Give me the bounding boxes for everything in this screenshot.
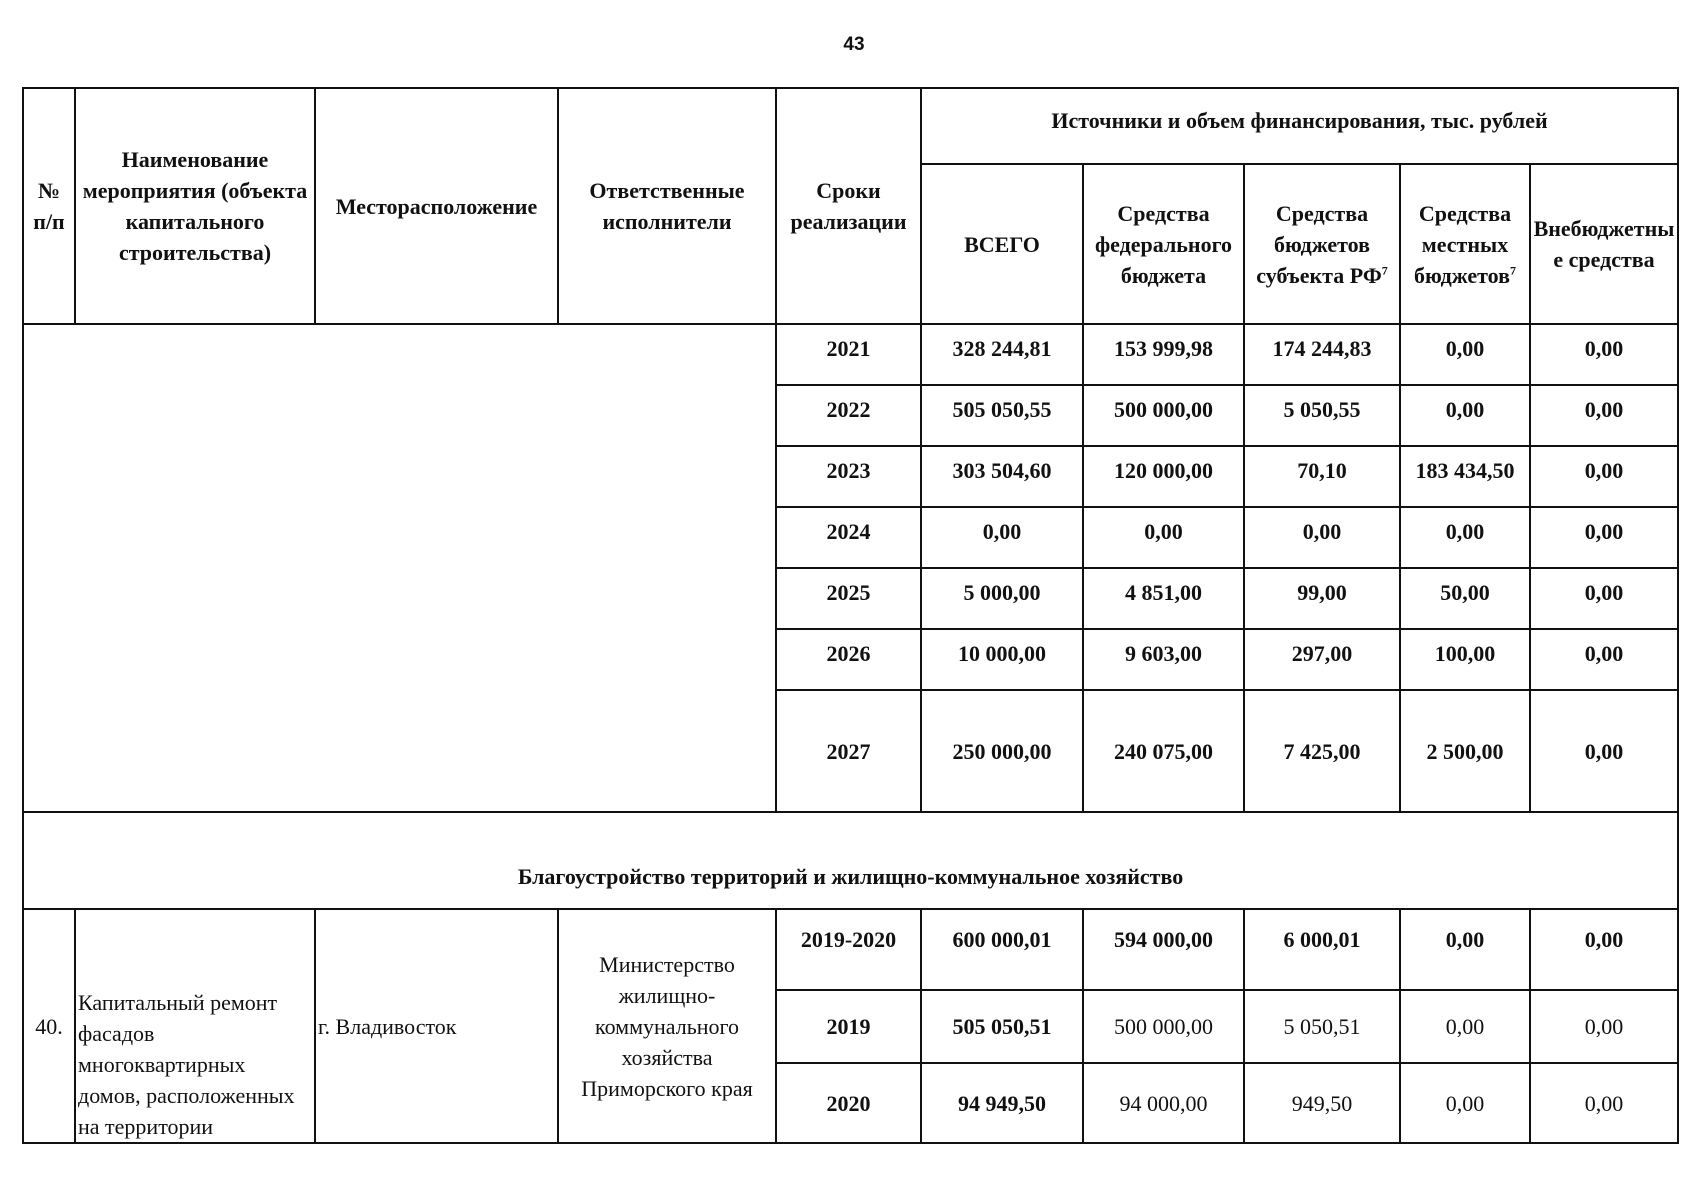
cell-regional: 174 244,83 (1244, 324, 1400, 385)
cell-extra: 0,00 (1530, 1063, 1678, 1143)
cell-federal: 4 851,00 (1083, 568, 1244, 629)
cell-federal: 9 603,00 (1083, 629, 1244, 690)
cell-local: 0,00 (1400, 385, 1530, 446)
cell-total: 5 000,00 (921, 568, 1083, 629)
header-executors: Ответственные исполнители (558, 88, 776, 324)
cell-regional: 0,00 (1244, 507, 1400, 568)
cell-year: 2023 (776, 446, 921, 507)
table-row (23, 324, 1678, 385)
cell-extra: 0,00 (1530, 629, 1678, 690)
cell-total: 0,00 (921, 507, 1083, 568)
header-local: Средства местных бюджетов$^7$ (1400, 164, 1530, 324)
header-funding-group: Источники и объем финансирования, тыс. рублей (921, 88, 1678, 164)
cell-local: 183 434,50 (1400, 446, 1530, 507)
cell-extra: 0,00 (1530, 990, 1678, 1063)
cell-year: 2026 (776, 629, 921, 690)
cell-regional: 6 000,01 (1244, 909, 1400, 990)
cell-local: 0,00 (1400, 1063, 1530, 1143)
cell-extra: 0,00 (1530, 446, 1678, 507)
cell-year: 2019 (776, 990, 921, 1063)
cell-extra: 0,00 (1530, 690, 1678, 812)
cell-regional: 297,00 (1244, 629, 1400, 690)
cell-year: 2019-2020 (776, 909, 921, 990)
cell-federal: 120 000,00 (1083, 446, 1244, 507)
table-row (23, 909, 1678, 990)
cell-total: 600 000,01 (921, 909, 1083, 990)
cell-regional: 5 050,55 (1244, 385, 1400, 446)
cell-local: 0,00 (1400, 507, 1530, 568)
header-location: Месторасположение (315, 88, 558, 324)
cell-regional: 7 425,00 (1244, 690, 1400, 812)
cell-total: 505 050,51 (921, 990, 1083, 1063)
cell-extra: 0,00 (1530, 507, 1678, 568)
cell-federal: 0,00 (1083, 507, 1244, 568)
cell-year: 2025 (776, 568, 921, 629)
cell-local: 50,00 (1400, 568, 1530, 629)
cell-federal: 94 000,00 (1083, 1063, 1244, 1143)
cell-regional: 5 050,51 (1244, 990, 1400, 1063)
funding-table (22, 87, 1679, 1144)
item-location: г. Владивосток (315, 909, 558, 1143)
header-terms: Сроки реализации (776, 88, 921, 324)
header-name: Наименование мероприятия (объекта капитального строительства) (75, 88, 315, 324)
cell-federal: 594 000,00 (1083, 909, 1244, 990)
cell-year: 2020 (776, 1063, 921, 1143)
header-regional: Средства бюджетов субъекта $РФ^7$ (1244, 164, 1400, 324)
header-extra: Внебюджетные средства (1530, 164, 1678, 324)
cell-extra: 0,00 (1530, 385, 1678, 446)
cell-total: 303 504,60 (921, 446, 1083, 507)
cell-local: 0,00 (1400, 990, 1530, 1063)
cell-total: 505 050,55 (921, 385, 1083, 446)
continued-blank-cell (23, 324, 776, 812)
header-total: ВСЕГО (921, 164, 1083, 324)
cell-local: 100,00 (1400, 629, 1530, 690)
cell-federal: 500 000,00 (1083, 385, 1244, 446)
cell-total: 250 000,00 (921, 690, 1083, 812)
item-name: Капитальный ремонт фасадов многоквартирных домов, расположенных на территории (75, 909, 315, 1143)
cell-local: 0,00 (1400, 909, 1530, 990)
cell-federal: 240 075,00 (1083, 690, 1244, 812)
cell-local: 2 500,00 (1400, 690, 1530, 812)
cell-total: 328 244,81 (921, 324, 1083, 385)
cell-federal: 153 999,98 (1083, 324, 1244, 385)
section-title: Благоустройство территорий и жилищно-коммунальное хозяйство (23, 812, 1678, 909)
header-row-1 (23, 88, 1678, 164)
cell-total: 10 000,00 (921, 629, 1083, 690)
section-row (23, 812, 1678, 909)
header-no: № п/п (23, 88, 75, 324)
cell-year: 2022 (776, 385, 921, 446)
cell-year: 2027 (776, 690, 921, 812)
cell-regional: 99,00 (1244, 568, 1400, 629)
item-executor: Министерство жилищно-коммунального хозяйства Приморского края (558, 909, 776, 1143)
cell-total: 94 949,50 (921, 1063, 1083, 1143)
cell-extra: 0,00 (1530, 568, 1678, 629)
page-number: 43 (843, 34, 865, 55)
cell-extra: 0,00 (1530, 909, 1678, 990)
cell-year: 2024 (776, 507, 921, 568)
cell-year: 2021 (776, 324, 921, 385)
cell-local: 0,00 (1400, 324, 1530, 385)
cell-regional: 949,50 (1244, 1063, 1400, 1143)
cell-extra: 0,00 (1530, 324, 1678, 385)
header-federal: Средства федерального бюджета (1083, 164, 1244, 324)
item-number: 40. (23, 909, 75, 1143)
cell-regional: 70,10 (1244, 446, 1400, 507)
cell-federal: 500 000,00 (1083, 990, 1244, 1063)
